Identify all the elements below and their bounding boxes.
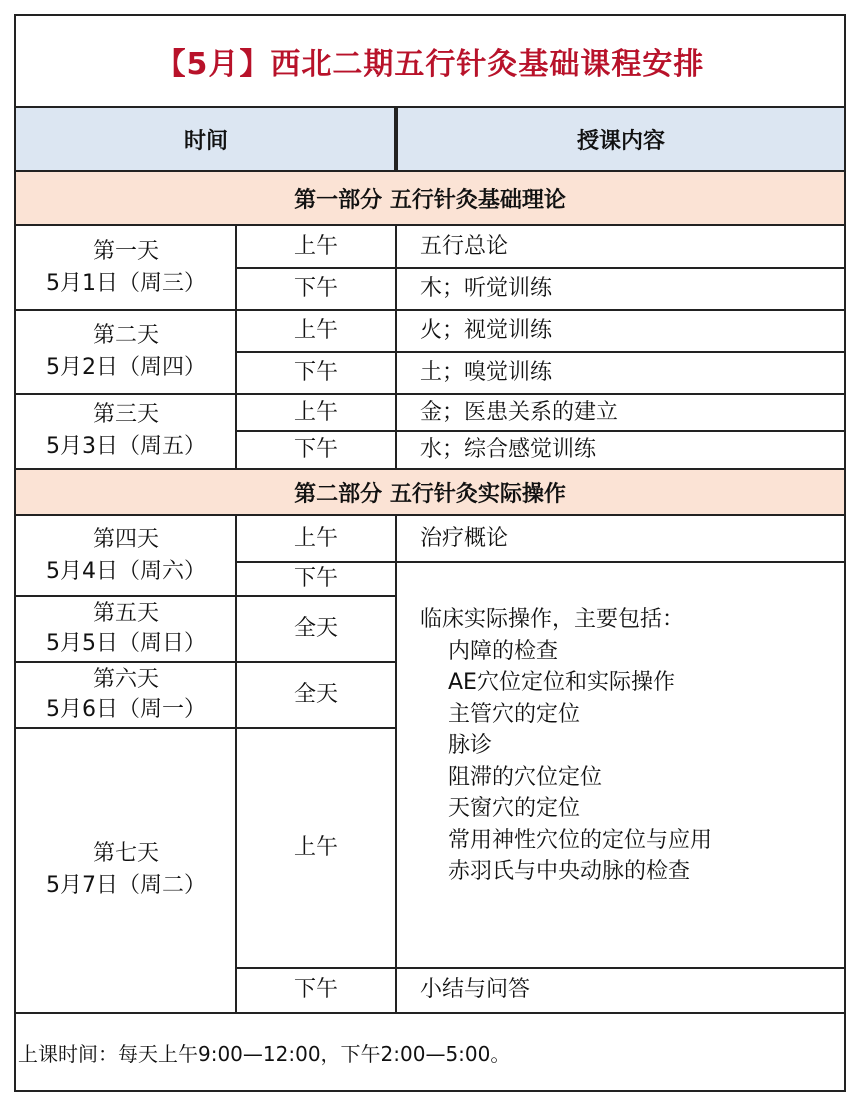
day-3 <box>16 394 236 468</box>
day-date: 5月7日（周二） <box>46 873 206 898</box>
clinical-item: 阻滞的穴位定位 <box>448 764 603 790</box>
content-d2-am: 火；视觉训练 <box>420 318 553 343</box>
clinical-item: 常用神性穴位的定位与应用 <box>448 827 713 853</box>
day-name: 第一天 <box>92 239 159 264</box>
day-date: 5月5日（周日） <box>46 631 206 656</box>
period-d7-am: 上午 <box>293 835 338 860</box>
period-d1-pm: 下午 <box>293 276 338 301</box>
header-time: 时间 <box>16 108 396 172</box>
period-d2-am: 上午 <box>293 318 338 343</box>
content-d7-pm: 小结与问答 <box>420 977 531 1002</box>
header-content: 授课内容 <box>396 108 844 172</box>
day-2 <box>16 310 236 394</box>
grid-line <box>236 967 844 969</box>
period-d2-pm: 下午 <box>293 360 338 385</box>
day-date: 5月3日（周五） <box>46 434 206 459</box>
period-d4-pm: 下午 <box>293 566 338 591</box>
content-d3-pm: 水；综合感觉训练 <box>420 436 597 462</box>
day-4 <box>16 516 236 596</box>
clinical-item: 天窗穴的定位 <box>448 796 581 821</box>
period-d1-am: 上午 <box>293 234 338 259</box>
content-d1-am: 五行总论 <box>420 234 509 259</box>
grid-line <box>236 351 844 353</box>
period-d7-pm: 下午 <box>293 977 338 1002</box>
grid-line <box>16 1012 844 1014</box>
clinical-content <box>420 604 840 888</box>
day-date: 5月1日（周三） <box>46 271 206 296</box>
period-d5: 全天 <box>293 616 338 641</box>
clinical-item: 内障的检查 <box>448 638 559 664</box>
grid-line <box>395 516 397 1012</box>
grid-line <box>16 661 396 663</box>
grid-line <box>236 267 844 269</box>
day-name: 第六天 <box>92 667 159 692</box>
content-d3-am: 金；医患关系的建立 <box>420 399 619 425</box>
day-7 <box>16 728 236 1012</box>
day-6 <box>16 662 236 728</box>
grid-line <box>394 108 396 172</box>
period-d3-pm: 下午 <box>293 436 338 462</box>
grid-line <box>16 727 396 729</box>
grid-line <box>16 595 396 597</box>
content-d4-am: 治疗概论 <box>420 526 509 551</box>
day-name: 第四天 <box>92 527 159 552</box>
clinical-heading: 临床实际操作，主要包括： <box>420 607 685 632</box>
period-d4-am: 上午 <box>293 526 338 551</box>
day-date: 5月2日（周四） <box>46 355 206 380</box>
day-date: 5月6日（周一） <box>46 697 206 722</box>
clinical-item: 脉诊 <box>448 733 493 758</box>
grid-line <box>236 561 844 563</box>
grid-line <box>236 430 844 432</box>
day-1 <box>16 226 236 310</box>
day-name: 第五天 <box>92 601 159 626</box>
page-title: 【5月】西北二期五行针灸基础课程安排 <box>16 16 844 108</box>
grid-line <box>16 393 844 395</box>
section-2-label: 第二部分 五行针灸实际操作 <box>16 468 844 516</box>
day-name: 第二天 <box>92 323 159 348</box>
clinical-item: 赤羽氏与中央动脉的检查 <box>448 859 691 884</box>
clinical-item: AE穴位定位和实际操作 <box>448 670 675 695</box>
class-hours-note: 上课时间：每天上午9:00—12:00，下午2:00—5:00。 <box>18 1041 511 1066</box>
period-d6: 全天 <box>293 682 338 707</box>
clinical-item: 主管穴的定位 <box>448 701 581 727</box>
schedule-table <box>14 14 846 1092</box>
grid-line <box>235 516 237 1012</box>
day-name: 第三天 <box>92 402 159 427</box>
period-d3-am: 上午 <box>293 399 338 425</box>
grid-line <box>16 309 844 311</box>
day-name: 第七天 <box>92 841 159 866</box>
day-date: 5月4日（周六） <box>46 559 206 584</box>
content-d1-pm: 木；听觉训练 <box>420 276 553 301</box>
content-d2-pm: 土；嗅觉训练 <box>420 360 553 385</box>
section-1-label: 第一部分 五行针灸基础理论 <box>16 172 844 226</box>
day-5 <box>16 596 236 662</box>
